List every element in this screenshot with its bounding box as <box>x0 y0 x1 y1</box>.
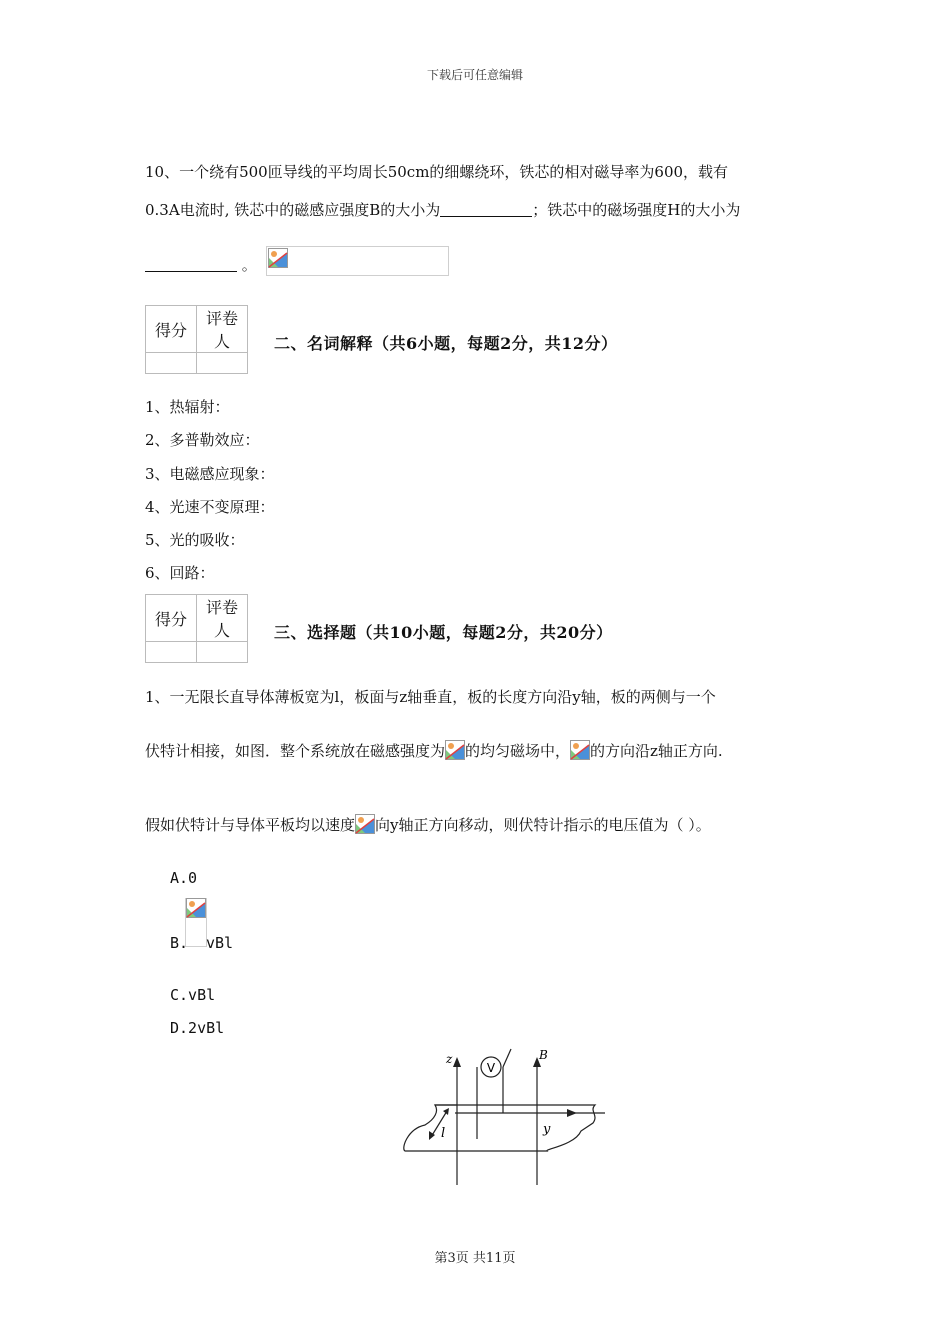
page-header: 下载后可任意编辑 <box>426 68 523 82</box>
label-b: B <box>539 1048 548 1062</box>
section3-title: 三、选择题（共10小题，每题2分，共20分） <box>274 623 613 642</box>
option-b-prefix[interactable]: B. <box>170 934 189 952</box>
label-z: z <box>446 1052 453 1066</box>
q10-line2 <box>145 199 740 220</box>
grader-cell[interactable] <box>197 353 248 374</box>
mc-q1-line2 <box>145 740 723 761</box>
score-label: 得分 <box>146 306 197 353</box>
option-a[interactable]: A.0 <box>170 869 198 887</box>
plate-outline <box>404 1105 595 1151</box>
page-footer: 第3页 共11页 <box>434 1251 516 1266</box>
grader-label: 评卷人 <box>197 595 248 642</box>
mc-q1-line3-a: 假如伏特计与导体平板均以速度 <box>145 816 356 834</box>
broken-image-placeholder <box>266 246 449 276</box>
q10-line2-b: ；铁芯中的磁场强度H的大小为 <box>532 201 741 219</box>
section2-title: 二、名词解释（共6小题，每题2分，共12分） <box>274 334 618 353</box>
option-d[interactable]: D.2vBl <box>170 1019 225 1037</box>
term-item-5: 5、光的吸收： <box>145 531 245 549</box>
term-item-6: 6、回路： <box>145 564 215 582</box>
score-cell[interactable] <box>146 353 197 374</box>
q10-line2-a: 0.3A电流时, 铁芯中的磁感应强度B的大小为 <box>145 201 441 219</box>
score-table-1 <box>145 305 248 374</box>
mc-q1-line3 <box>145 814 711 835</box>
term-item-1: 1、热辐射： <box>145 398 230 416</box>
grader-cell[interactable] <box>197 642 248 663</box>
answer-blank-b[interactable] <box>440 202 532 217</box>
broken-image-icon <box>268 248 288 268</box>
answer-blank-h[interactable] <box>145 257 237 272</box>
label-l: l <box>441 1126 446 1141</box>
score-label: 得分 <box>146 595 197 642</box>
formula-image-icon <box>445 740 465 760</box>
q10-line1: 10、一个绕有500匝导线的平均周长50cm的细螺绕环，铁芯的相对磁导率为600，载有 <box>145 163 729 181</box>
term-item-2: 2、多普勒效应： <box>145 431 260 449</box>
term-item-3: 3、电磁感应现象： <box>145 465 275 483</box>
q10-line3 <box>145 246 449 276</box>
label-y: y <box>543 1122 551 1137</box>
q10-line3-end: 。 <box>241 256 257 274</box>
grader-label: 评卷人 <box>197 306 248 353</box>
broken-image-icon <box>186 898 206 918</box>
score-cell[interactable] <box>146 642 197 663</box>
mc-q1-line1: 1、一无限长直导体薄板宽为l，板面与z轴垂直，板的长度方向沿y轴，板的两侧与一个 <box>145 688 716 706</box>
mc-q1-line2-b: 的均匀磁场中， <box>465 742 571 760</box>
score-table-2 <box>145 594 248 663</box>
formula-image-icon <box>355 814 375 834</box>
term-item-4: 4、光速不变原理： <box>145 498 275 516</box>
formula-image-icon <box>570 740 590 760</box>
option-b-image-frame <box>185 898 207 947</box>
mc-q1-line2-c: 的方向沿z轴正方向. <box>590 742 723 760</box>
mc-q1-line2-a: 伏特计相接，如图．整个系统放在磁感强度为 <box>145 742 446 760</box>
option-b-suffix: vBl <box>206 934 234 952</box>
mc-q1-line3-b: 向y轴正方向移动，则伏特计指示的电压值为（ ）。 <box>375 816 711 834</box>
voltmeter-label: V <box>486 1061 496 1075</box>
conductor-plate-figure <box>395 1045 615 1185</box>
option-c[interactable]: C.vBl <box>170 986 216 1004</box>
